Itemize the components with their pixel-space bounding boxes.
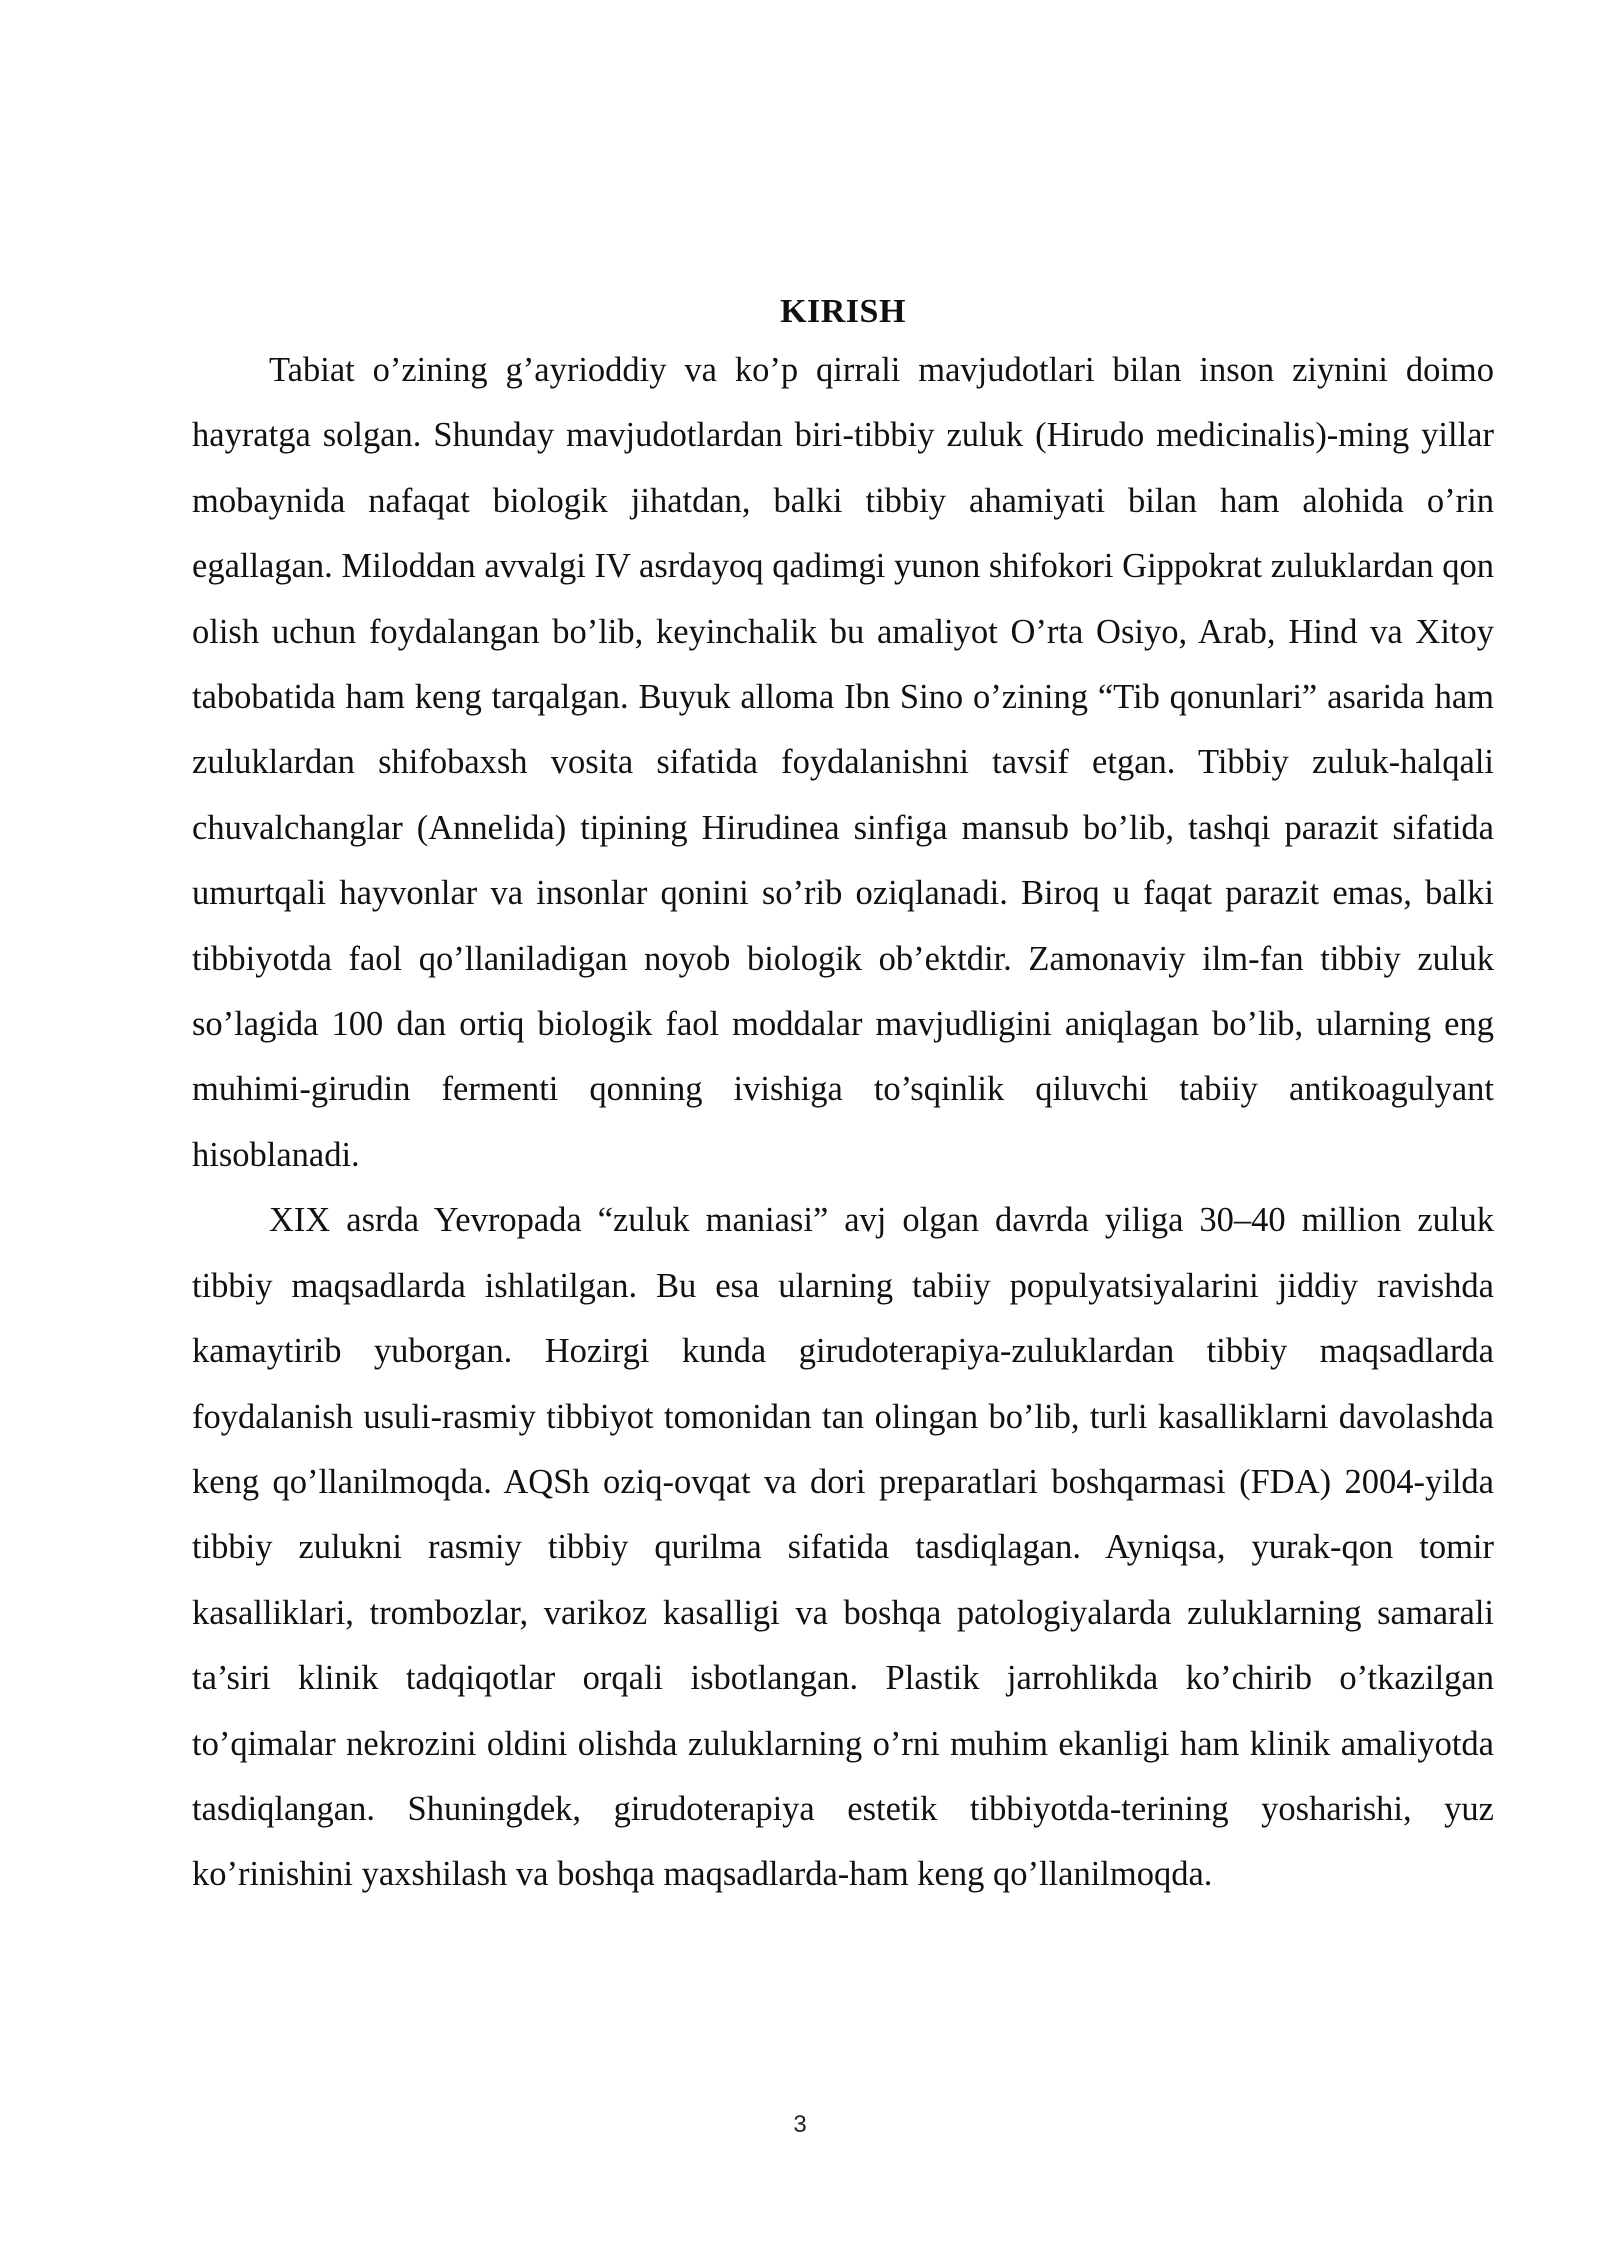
paragraph-2: XIX asrda Yevropada “zuluk maniasi” avj olgan davrda yiliga 30–40 million zuluk tibbiy maqsadlarda ishlatilgan. Bu esa ularning tabiiy populyatsiyalarini jiddiy ravishda kamaytirib yuborgan. Hozirgi kunda girudoterapiya-zuluklardan tibbiy maqsadlarda foydalanish usuli-rasmiy tibbiyot tomonidan tan olingan bo’lib, turli kasalliklarni davolashda keng qo’llanilmoqda. AQSh oziq-ovqat va dori preparatlari boshqarmasi (FDA) 2004-yilda tibbiy zulukni rasmiy tibbiy qurilma sifatida tasdiqlagan. Ayniqsa, yurak-qon tomir kasalliklari, trombozlar, varikoz kasalligi va boshqa patologiyalarda zuluklarning samarali ta’siri klinik tadqiqotlar orqali isbotlangan. Plastik jarrohlikda ko’chirib o’tkazilgan to’qimalar nekrozini oldini olishda zuluklarning o’rni muhim ekanligi ham klinik amaliyotda tasdiqlangan. Shuningdek, girudoterapiya estetik tibbiyotda-terining yosharishi, yuz ko’rinishini yaxshilash va boshqa maqsadlarda-ham keng qo’llanilmoqda. bbox=[192, 1201, 1494, 1894]
page-content bbox=[192, 286, 1494, 1908]
paragraph-1: Tabiat o’zining g’ayrioddiy va ko’p qirrali mavjudotlari bilan inson ziynini doimo hayratga solgan. Shunday mavjudotlardan biri-tibbiy zuluk (Hirudo medicinalis)-ming yillar mobaynida nafaqat biologik jihatdan, balki tibbiy ahamiyati bilan ham alohida o’rin egallagan. Miloddan avvalgi IV asrdayoq qadimgi yunon shifokori Gippokrat zuluklardan qon olish uchun foydalangan bo’lib, keyinchalik bu amaliyot O’rta Osiyo, Arab, Hind va Xitoy tabobatida ham keng tarqalgan. Buyuk alloma Ibn Sino o’zining “Tib qonunlari” asarida ham zuluklardan shifobaxsh vosita sifatida foydalanishni tavsif etgan. Tibbiy zuluk-halqali chuvalchanglar (Annelida) tipining Hirudinea sinfiga mansub bo’lib, tashqi parazit sifatida umurtqali hayvonlar va insonlar qonini so’rib oziqlanadi. Biroq u faqat parazit emas, balki tibbiyotda faol qo’llaniladigan noyob biologik ob’ektdir. Zamonaviy ilm-fan tibbiy zuluk so’lagida 100 dan ortiq biologik faol moddalar mavjudligini aniqlagan bo’lib, ularning eng muhimi-girudin fermenti qonning ivishiga to’sqinlik qiluvchi tabiiy antikoagulyant hisoblanadi. bbox=[192, 351, 1494, 1174]
section-title: KIRISH bbox=[780, 293, 906, 330]
page-number: 3 bbox=[793, 2111, 807, 2138]
